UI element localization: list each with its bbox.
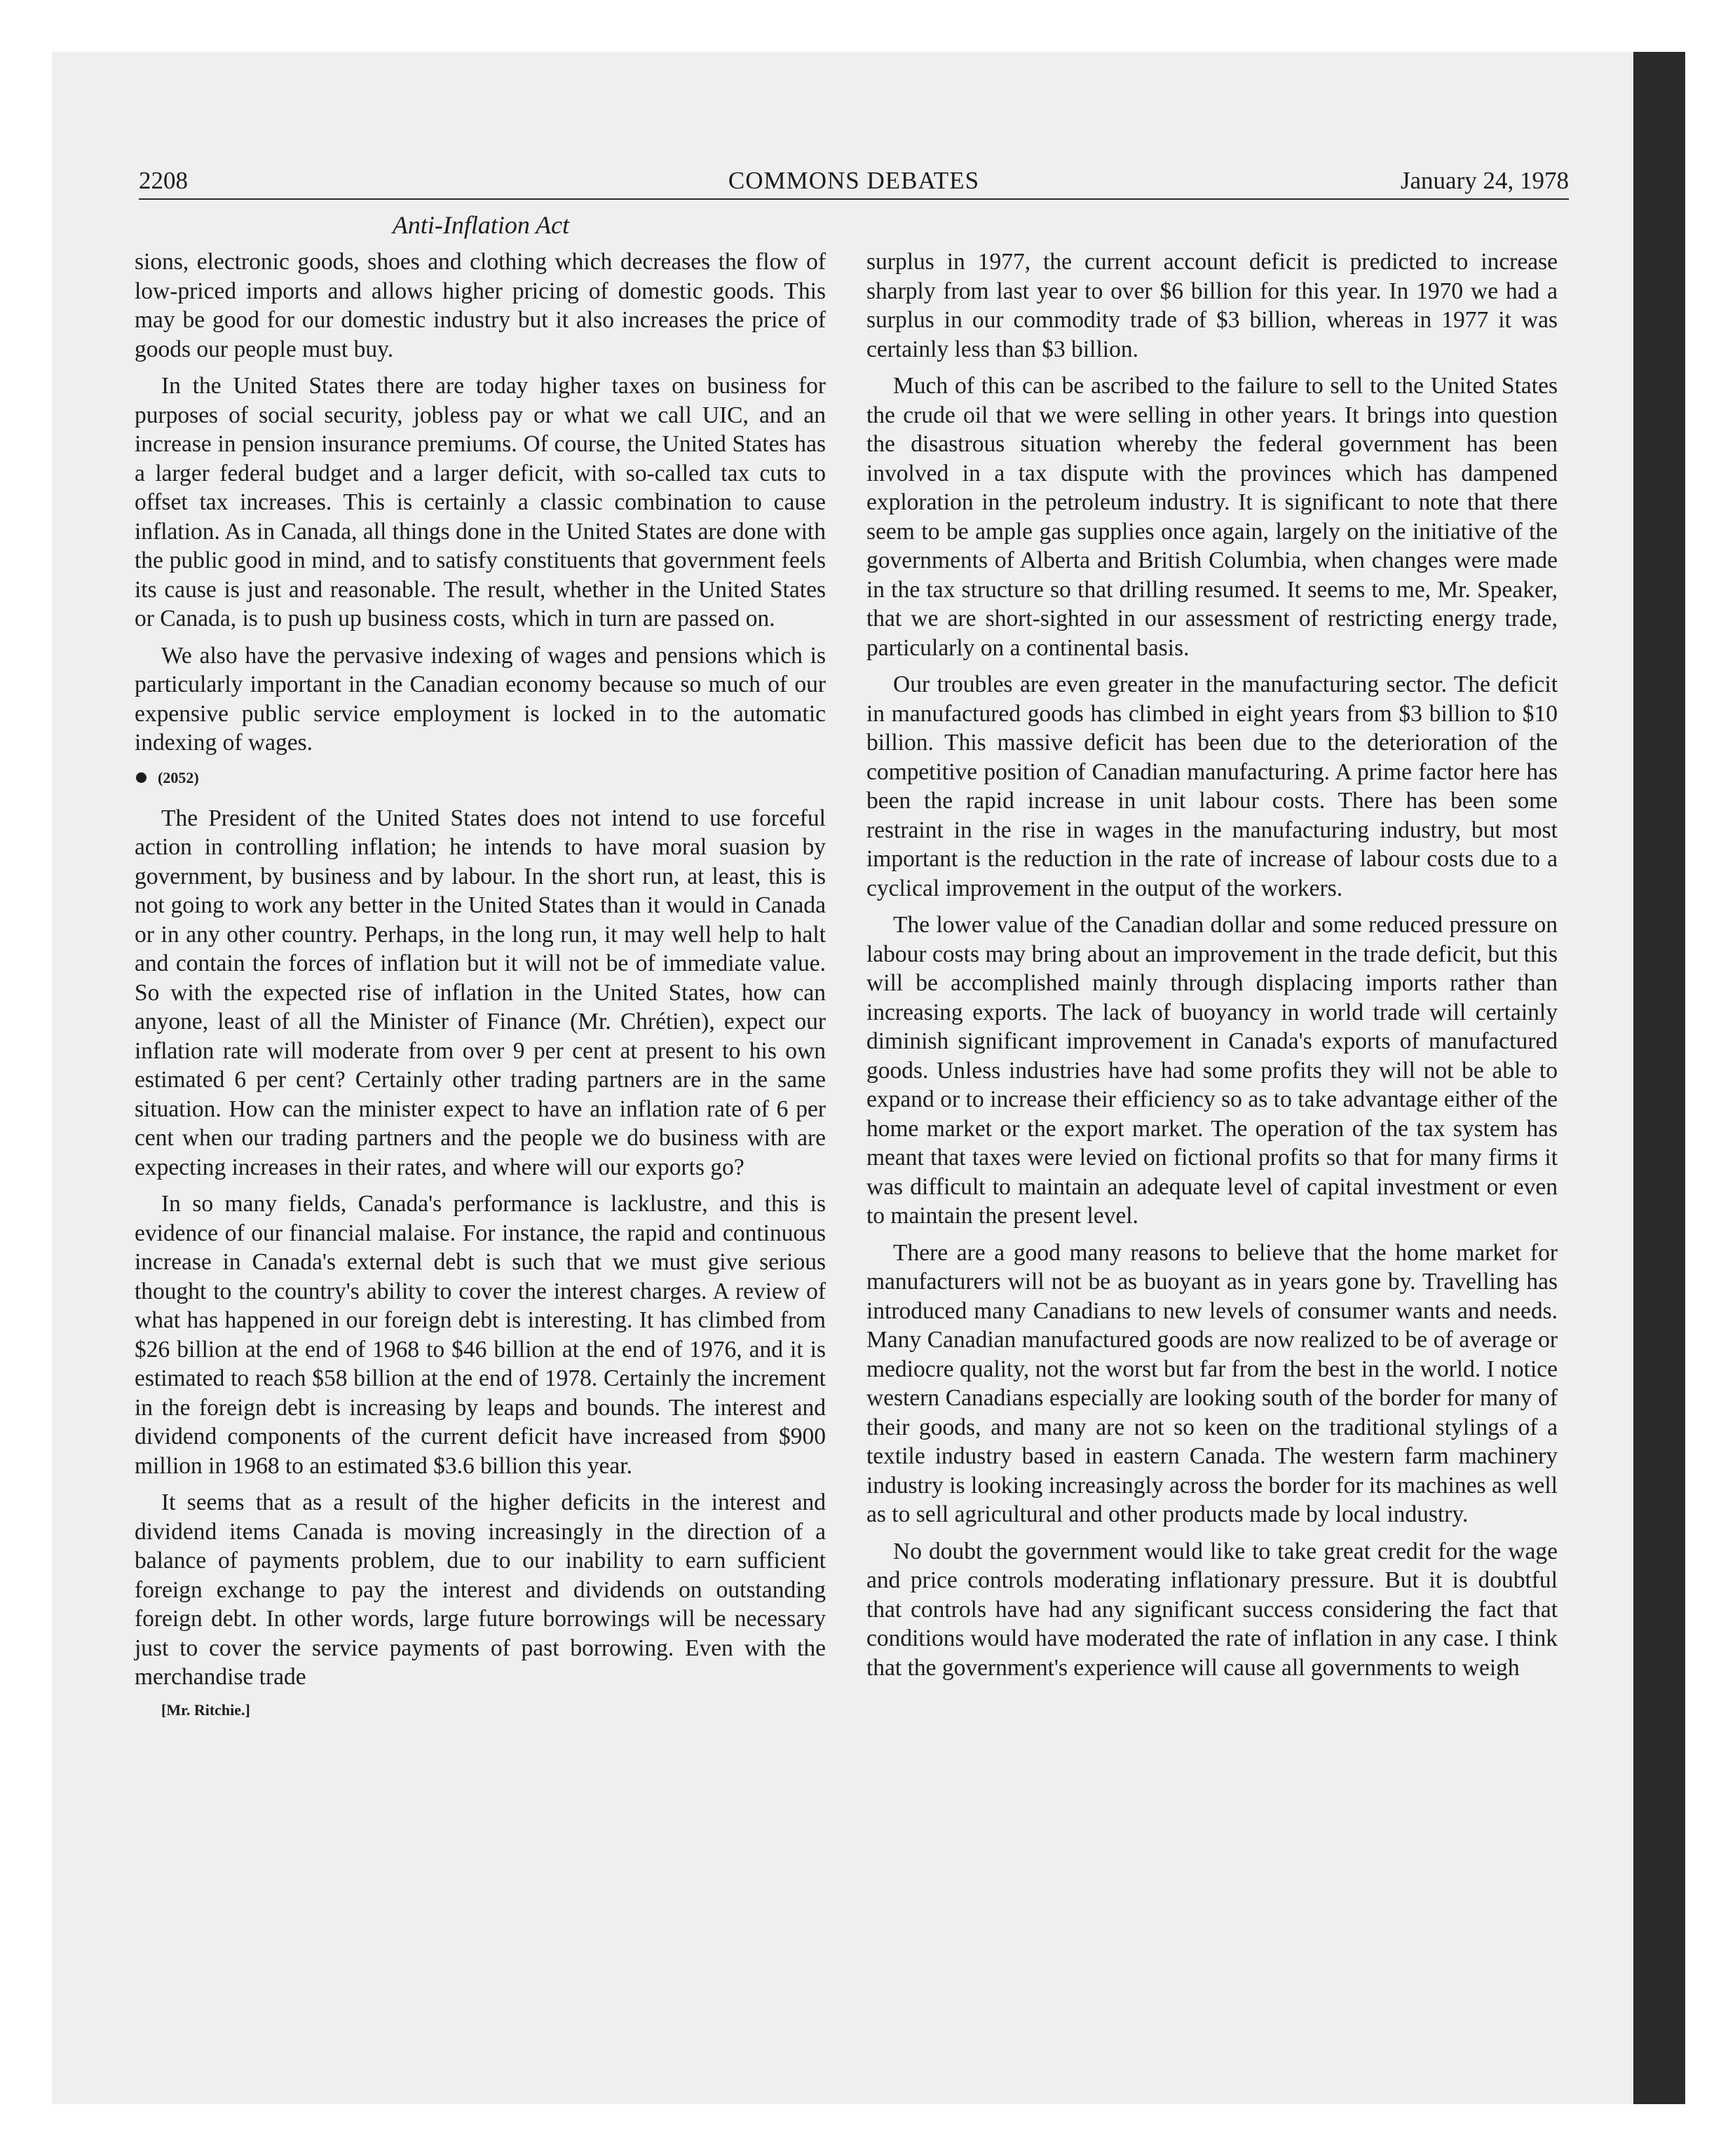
page-header: [139, 163, 1569, 199]
paragraph: No doubt the government would like to take great credit for the wage and price controls moderating inflationary pressure. But it is doubtful that controls have had any significant success considering the fact that conditions would have moderated the rate of inflation in any case. I think that the government's experience will cause all governments to weigh: [866, 1538, 1558, 1681]
time-marker-label: (2052): [158, 768, 199, 786]
paragraph: surplus in 1977, the current account deficit is predicted to increase sharply from last year to over $6 billion for this year. In 1970 we had a surplus in our commodity trade of $3 billion, whereas in 1977 it was certainly less than $3 billion.: [866, 249, 1558, 362]
page-number: 2208: [139, 167, 188, 194]
time-marker: [135, 767, 826, 789]
bullet-dot-icon: [136, 772, 147, 783]
paragraph: The President of the United States does not intend to use forceful action in controlling inflation; he intends to have moral suasion by government, by business and by labour. In the short run, at least, this is not going to work any better in the United States than it would in Canada or in any other country. Perhaps, in the long run, it may well help to halt and contain the forces of inflation but it will not be of immediate value. So with the expected rise of inflation in the United States, how can anyone, least of all the Minister of Finance (Mr. Chrétien), expect our inflation rate will moderate from over 9 per cent at present to his own estimated 6 per cent? Certainly other trading partners are in the same situation. How can the minister expect to have an inflation rate of 6 per cent when our trading partners and the people we do business with are expecting increases in their rates, and where will our exports go?: [135, 805, 826, 1180]
paragraph: It seems that as a result of the higher deficits in the interest and dividend items Canada is moving increasingly in the direction of a balance of payments problem, due to our inability to earn sufficient foreign exchange to pay the interest and dividends on outstanding foreign debt. In other words, large future borrowings will be necessary just to cover the service payments of past borrowing. Even with the merchandise trade: [135, 1489, 826, 1690]
publication-title: COMMONS DEBATES: [728, 167, 980, 194]
paragraph: We also have the pervasive indexing of wages and pensions which is particularly important in the Canadian economy because so much of our expensive public service employment is locked in to the automatic indexing of wages.: [135, 642, 826, 756]
right-column: [866, 247, 1558, 1690]
page-date: January 24, 1978: [1400, 167, 1569, 194]
paragraph: In so many fields, Canada's performance is lacklustre, and this is evidence of our financial malaise. For instance, the rapid and continuous increase in Canada's external debt is such that we must give serious thought to the country's ability to cover the interest charges. A review of what has happened in our foreign debt is interesting. It has climbed from $26 billion at the end of 1968 to $46 billion at the end of 1976, and it is estimated to reach $58 billion at the end of 1978. Certainly the increment in the foreign debt is increasing by leaps and bounds. The interest and dividend components of the current deficit have increased from $900 million in 1968 to an estimated $3.6 billion this year.: [135, 1191, 826, 1479]
paragraph: There are a good many reasons to believe that the home market for manufacturers will not be as buoyant as in years gone by. Travelling has introduced many Canadians to new levels of consumer wants and needs. Many Canadian manufactured goods are now realized to be of average or mediocre quality, not the worst but far from the best in the world. I notice western Canadians especially are looking south of the border for many of their goods, and many are not so keen on the traditional stylings of a textile industry based in eastern Canada. The western farm machinery industry is looking increasingly across the border for its machines as well as to sell agricultural and other products made by local industry.: [866, 1239, 1558, 1527]
header-rule: [139, 198, 1569, 200]
left-column: [135, 247, 826, 1721]
section-title: Anti-Inflation Act: [392, 211, 570, 239]
paragraph: Our troubles are even greater in the manufacturing sector. The deficit in manufactured goods has climbed in eight years from $3 billion to $10 billion. This massive deficit has been due to the deterioration of the competitive position of Canadian manufacturing. A prime factor here has been the rapid increase in unit labour costs. There has been some restraint in the rise in wages in the manufacturing industry, but most important is the reduction in the rate of increase of labour costs due to a cyclical improvement in the output of the workers.: [866, 671, 1558, 901]
paragraph: The lower value of the Canadian dollar and some reduced pressure on labour costs may bring about an improvement in the trade deficit, but this will be accomplished mainly through displacing imports rather than increasing exports. The lack of buoyancy in world trade will certainly diminish significant improvement in Canada's exports of manufactured goods. Unless industries have had some profits they will not be able to expand or to increase their efficiency so as to take advantage either of the home market or the export market. The operation of the tax system has meant that taxes were levied on fictional profits so that for many firms it was difficult to maintain an adequate level of capital investment or even to maintain the present level.: [866, 912, 1558, 1229]
speaker-attribution: [Mr. Ritchie.]: [161, 1700, 250, 1719]
scan-edge-bar: [1633, 52, 1685, 2104]
paragraph: Much of this can be ascribed to the failure to sell to the United States the crude oil that we were selling in other years. It brings into question the disastrous situation whereby the federal government has been involved in a tax dispute with the provinces which has dampened exploration in the petroleum industry. It is significant to note that there seem to be ample gas supplies once again, largely on the initiative of the governments of Alberta and British Columbia, when changes were made in the tax structure so that drilling resumed. It seems to me, Mr. Speaker, that we are short-sighted in our assessment of restricting energy trade, particularly on a continental basis.: [866, 373, 1558, 661]
paragraph: sions, electronic goods, shoes and clothing which decreases the flow of low-priced imports and allows higher pricing of domestic goods. This may be good for our domestic industry but it also increases the price of goods our people must buy.: [135, 249, 826, 362]
paragraph: In the United States there are today higher taxes on business for purposes of social security, jobless pay or what we call UIC, and an increase in pension insurance premiums. Of course, the United States has a larger federal budget and a larger deficit, with so-called tax cuts to offset tax increases. This is certainly a classic combination to cause inflation. As in Canada, all things done in the United States are done with the public good in mind, and to satisfy constituents that government feels its cause is just and reasonable. The result, whether in the United States or Canada, is to push up business costs, which in turn are passed on.: [135, 373, 826, 632]
